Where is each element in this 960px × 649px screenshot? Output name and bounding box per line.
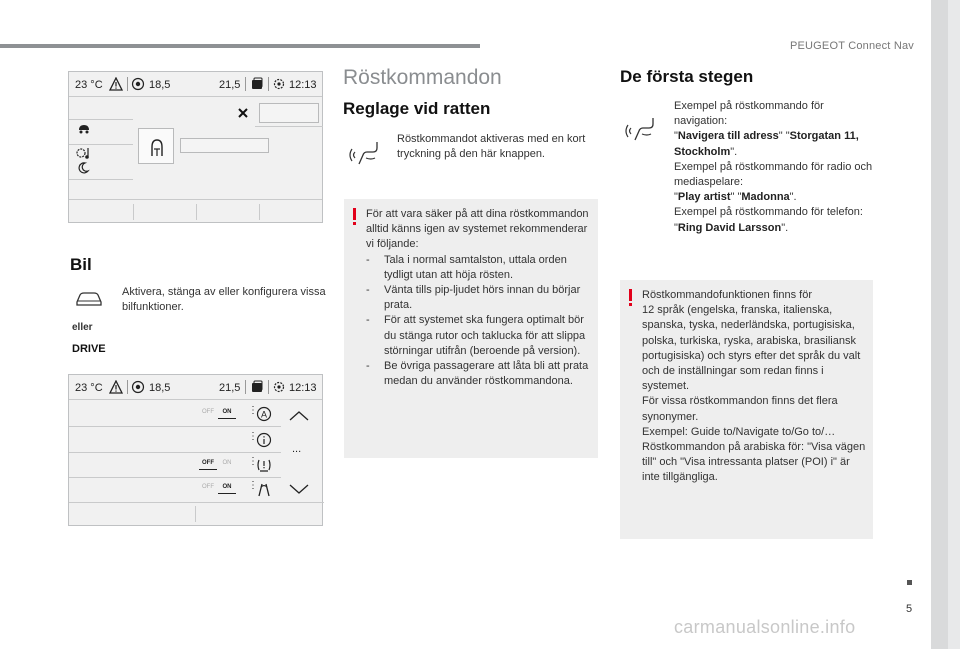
list-item	[366, 359, 592, 389]
command-text: Play artist	[677, 191, 731, 204]
driver-profile-icon	[147, 136, 167, 158]
toggle-switch[interactable]	[198, 482, 238, 494]
voice-profile-button[interactable]	[138, 128, 174, 164]
voice-examples-text	[674, 99, 874, 236]
status-separator	[245, 77, 246, 91]
sound-settings-icon[interactable]	[75, 145, 93, 161]
tyre-warning-icon	[256, 457, 272, 473]
list-item	[366, 283, 592, 313]
bullet-dash: -	[366, 314, 370, 327]
bullet-text: Tala i normal samtalston, uttala orden tydligt utan att höja rösten.	[384, 253, 567, 281]
status-left-value: 18,5	[149, 79, 171, 91]
more-options-icon[interactable]: ⋮	[248, 431, 258, 442]
status-time: 12:13	[289, 79, 317, 91]
toggle-switch[interactable]	[198, 458, 238, 470]
phone-example-command: "Ring David Larsson".	[674, 221, 789, 234]
toggle-active-underline	[218, 418, 236, 419]
page-edge-strip-inner	[948, 0, 960, 649]
status-right-value: 21,5	[219, 79, 241, 91]
warning-exclamation-icon	[629, 289, 632, 301]
warning-line: 12 språk (engelska, franska, italienska, spanska, tyska, nederländska, portugisiska, polska, turkiska, ryska, arabiska, brasiliansk portugisiska) och styrs efter det språk du valt och de inställningar som redan finns i systemet.	[642, 304, 861, 393]
command-text: Ring David Larsson	[677, 221, 782, 234]
drive-button-label: DRIVE	[72, 343, 106, 355]
screen-vehicle-settings	[68, 374, 323, 526]
status-separator	[268, 380, 269, 394]
nav-example-command: "Navigera till adress" "Storgatan 11, Stockholm".	[674, 130, 859, 158]
bullet-text: Vänta tills pip-ljudet hörs innan du börjar prata.	[384, 284, 581, 312]
lane-assist-icon	[256, 481, 272, 497]
bullet-dash: -	[366, 284, 370, 297]
toggle-off-label: OFF	[202, 484, 214, 490]
page-header-title: PEUGEOT Connect Nav	[789, 40, 914, 52]
status-separator	[127, 77, 128, 91]
warning-line: Exempel: Guide to/Navigate to/Go to/…	[642, 425, 836, 438]
tab-divider	[133, 204, 134, 220]
section-title-rostkommandon: Röstkommandon	[343, 66, 502, 89]
more-options-icon[interactable]: ⋮	[248, 480, 258, 491]
car-settings-icon[interactable]	[77, 121, 91, 135]
auto-function-icon	[256, 406, 272, 422]
nav-example-intro: Exempel på röstkommando för navigation:	[674, 100, 824, 128]
bullet-text: För att systemet ska fungera optimalt bör du stänga rutor och taklucka för att slippa störningar utifrån (beroende på version).	[384, 314, 586, 357]
more-options-icon[interactable]: ⋮	[248, 405, 258, 416]
tab-divider	[196, 204, 197, 220]
warning-line: Röstkommandon på arabiska för: "Visa vägen till" och "Visa intressanta platser (POI) i" är inte tillgängliga.	[642, 441, 866, 484]
status-temp: 23 °C	[75, 79, 103, 91]
warning-icon	[109, 380, 123, 394]
navigation-icon	[131, 77, 145, 91]
list-divider	[69, 502, 324, 503]
header-rule	[0, 44, 480, 48]
toggle-off-label: OFF	[202, 409, 214, 415]
eller-label: eller	[72, 322, 93, 333]
warning-exclamation-dot	[353, 222, 356, 225]
more-options-icon[interactable]: ⋮	[248, 456, 258, 467]
phone-icon	[250, 77, 264, 91]
text-field[interactable]	[180, 138, 269, 153]
warning-text	[366, 207, 592, 389]
tab-divider	[195, 506, 196, 522]
status-separator	[127, 380, 128, 394]
status-left-value: 18,5	[149, 382, 171, 394]
toggle-on-label: ON	[222, 460, 232, 466]
list-divider	[69, 179, 133, 180]
warning-intro: För att vara säker på att dina röstkommandon alltid känns igen av systemet rekommenderar vi följande:	[366, 208, 589, 251]
status-bar	[69, 375, 322, 400]
warning-exclamation-dot	[629, 303, 632, 306]
warning-line: För vissa röstkommandon finns det flera synonymer.	[642, 395, 838, 423]
scroll-up-icon[interactable]	[288, 410, 310, 422]
continuation-marker	[907, 580, 912, 585]
info-icon	[256, 432, 272, 448]
toggle-off-label: OFF	[202, 460, 214, 466]
list-item	[366, 253, 592, 283]
warning-box-recommendations	[344, 199, 598, 458]
status-bar	[69, 72, 322, 97]
tab-divider	[259, 204, 260, 220]
radio-example-intro: Exempel på röstkommando för radio och mediaspelare:	[674, 160, 873, 189]
list-item	[366, 313, 592, 359]
bullet-text: Be övriga passagerare att låta bli att prata medan du använder röstkommandona.	[384, 360, 589, 388]
status-time: 12:13	[289, 382, 317, 394]
list-divider	[69, 452, 281, 453]
toggle-on-label: ON	[222, 484, 232, 490]
bottom-tab-row	[69, 199, 322, 223]
toggle-active-underline	[199, 469, 217, 470]
toggle-active-underline	[218, 493, 236, 494]
car-icon	[74, 290, 104, 308]
warning-text	[642, 288, 868, 486]
list-divider	[69, 119, 133, 120]
bil-description: Aktivera, stänga av eller konfigurera vissa bilfunktioner.	[122, 286, 326, 313]
page-number: 5	[906, 603, 913, 615]
night-mode-icon[interactable]	[76, 161, 90, 175]
more-label[interactable]: ...	[292, 443, 302, 455]
warning-box-languages	[620, 280, 873, 539]
command-text: Navigera till adress	[677, 130, 779, 143]
phone-icon	[250, 380, 264, 394]
status-separator	[268, 77, 269, 91]
settings-gear-icon	[272, 77, 286, 91]
settings-gear-icon	[272, 380, 286, 394]
subsection-title-reglage: Reglage vid ratten	[343, 99, 491, 118]
toggle-switch[interactable]	[198, 407, 238, 419]
bullet-dash: -	[366, 360, 370, 373]
section-title-forsta-stegen: De första stegen	[620, 67, 754, 86]
close-icon[interactable]	[237, 107, 249, 119]
toggle-on-label: ON	[222, 409, 232, 415]
section-title-bil: Bil	[70, 255, 92, 274]
voice-command-icon	[349, 138, 381, 168]
list-divider	[255, 126, 323, 127]
warning-line: Röstkommandofunktionen finns för	[642, 289, 812, 301]
screen-voice-home	[68, 71, 323, 223]
warning-exclamation-icon	[353, 208, 356, 220]
phone-example-intro: Exempel på röstkommando för telefon:	[674, 206, 863, 219]
navigation-icon	[131, 380, 145, 394]
top-right-field[interactable]	[259, 103, 319, 123]
bullet-dash: -	[366, 253, 370, 266]
command-text: Storgatan 11, Stockholm	[674, 130, 859, 158]
voice-intro-text: Röstkommandot aktiveras med en kort tryckning på den här knappen.	[397, 133, 586, 160]
command-text: Madonna	[741, 191, 790, 204]
svg-text:A: A	[260, 409, 268, 420]
list-divider	[69, 477, 281, 478]
status-separator	[245, 380, 246, 394]
warning-icon	[109, 77, 123, 91]
status-right-value: 21,5	[219, 382, 241, 394]
list-divider	[69, 426, 281, 427]
voice-command-icon	[625, 114, 657, 144]
radio-example-command: "Play artist" "Madonna".	[674, 191, 797, 204]
status-temp: 23 °C	[75, 382, 103, 394]
watermark: carmanualsonline.info	[674, 617, 856, 637]
scroll-down-icon[interactable]	[288, 483, 310, 495]
